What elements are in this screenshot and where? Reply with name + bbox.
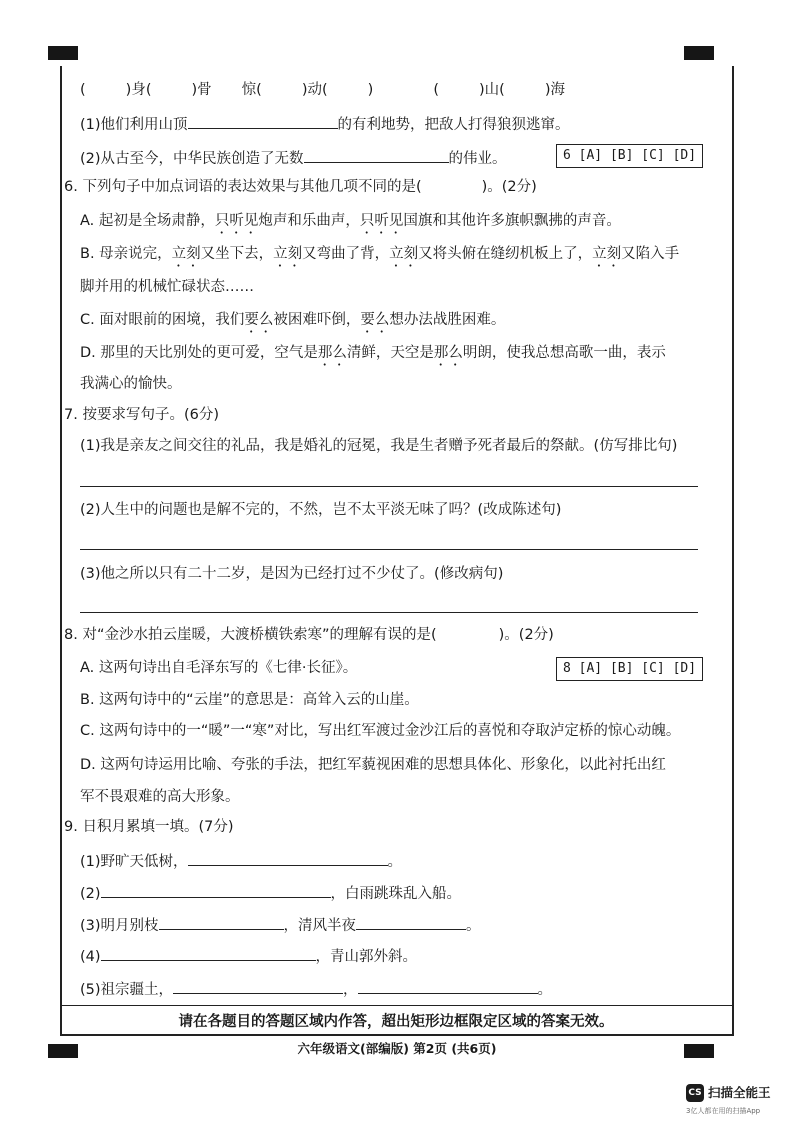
q8-stem: 8. 对“金沙水拍云崖暖，大渡桥横铁索寒”的理解有误的是( )。(2分) — [64, 627, 554, 643]
answer-area-notice: 请在各题目的答题区域内作答，超出矩形边框限定区域的答案无效。 — [178, 1014, 614, 1030]
q9-line-5: (5)祖宗疆土， ， 。 — [80, 978, 552, 1000]
registration-mark-top-right — [684, 46, 714, 60]
q5-sentence-1: (1)他们利用山顶 的有利地势，把敌人打得狼狈逃窜。 — [80, 113, 570, 135]
q7-item-1: (1)我是亲友之间交往的礼品，我是婚礼的冠冕，我是生者赠予死者最后的祭献。(仿写排比句) — [80, 438, 678, 454]
registration-mark-top-left — [48, 46, 78, 60]
q7-answer-line-2[interactable] — [80, 549, 698, 550]
q6-option-b-line-2: 脚并用的机械忙碌状态…… — [80, 279, 254, 295]
q8-option-a: A. 这两句诗出自毛泽东写的《七律·长征》。 — [80, 660, 358, 676]
q9-blank-3a[interactable] — [159, 914, 284, 930]
q9-blank-3b[interactable] — [356, 914, 466, 930]
q8-option-d-line-1: D. 这两句诗运用比喻、夸张的手法，把红军藐视困难的思想具体化、形象化，以此衬托出红 — [80, 757, 666, 773]
q9-blank-1[interactable] — [188, 850, 388, 866]
q8-option-d-line-2: 军不畏艰难的高大形象。 — [80, 789, 240, 805]
q5-blank-2[interactable] — [304, 147, 449, 163]
answer-box-6[interactable]: 6 [A] [B] [C] [D] — [556, 144, 703, 168]
q6-option-d-line-1: D. 那里的天比别处的更可爱，空气是那么清鲜，天空是那么明朗，使我总想高歌一曲，表示 — [80, 345, 666, 361]
q9-blank-2[interactable] — [101, 882, 331, 898]
q7-item-2: (2)人生中的问题也是解不完的，不然，岂不太平淡无味了吗？(改成陈述句) — [80, 502, 562, 518]
q9-line-3: (3)明月别枝 ，清风半夜 。 — [80, 914, 481, 936]
camscanner-tagline: 3亿人都在用的扫描App — [686, 1107, 761, 1115]
answer-box-8[interactable]: 8 [A] [B] [C] [D] — [556, 657, 703, 681]
q6-option-d-line-2: 我满心的愉快。 — [80, 376, 182, 392]
q7-stem: 7. 按要求写句子。(6分) — [64, 407, 219, 423]
q9-blank-5a[interactable] — [173, 978, 343, 994]
q9-blank-5b[interactable] — [358, 978, 538, 994]
q9-line-1: (1)野旷天低树， 。 — [80, 850, 402, 872]
page-footer: 六年级语文(部编版) 第2页 (共6页) — [297, 1041, 497, 1056]
q9-blank-4[interactable] — [101, 945, 316, 961]
camscanner-logo-icon: CS — [686, 1084, 704, 1102]
camscanner-name: 扫描全能王 — [708, 1085, 771, 1100]
notice-divider — [60, 1005, 732, 1006]
q7-answer-line-3[interactable] — [80, 612, 698, 613]
q6-option-a: A. 起初是全场肃静，只听见炮声和乐曲声，只听见国旗和其他许多旗帜飘拂的声音。 — [80, 213, 621, 229]
q8-option-b: B. 这两句诗中的“云崖”的意思是：高耸入云的山崖。 — [80, 692, 419, 708]
q6-option-b-line-1: B. 母亲说完，立刻又坐下去，立刻又弯曲了背，立刻又将头俯在缝纫机板上了，立刻又陷入手 — [80, 246, 680, 262]
q8-option-c: C. 这两句诗中的一“暖”一“寒”对比，写出红军渡过金沙江后的喜悦和夺取泸定桥的惊心动魄。 — [80, 723, 681, 739]
q7-answer-line-1[interactable] — [80, 486, 698, 487]
q5-sentence-2: (2)从古至今，中华民族创造了无数 的伟业。 — [80, 147, 507, 169]
q9-line-4: (4) ，青山郭外斜。 — [80, 945, 417, 967]
q6-stem: 6. 下列句子中加点词语的表达效果与其他几项不同的是( )。(2分) — [64, 179, 537, 195]
q9-line-2: (2) ，白雨跳珠乱入船。 — [80, 882, 461, 904]
q5-blank-1[interactable] — [188, 113, 338, 129]
idiom-fill-row: ( )身( )骨 惊( )动( ) ( )山( )海 — [80, 82, 566, 98]
q9-stem: 9. 日积月累填一填。(7分) — [64, 819, 234, 835]
q7-item-3: (3)他之所以只有二十二岁，是因为已经打过不少仗了。(修改病句) — [80, 566, 504, 582]
q6-option-c: C. 面对眼前的困境，我们要么被困难吓倒，要么想办法战胜困难。 — [80, 312, 506, 328]
